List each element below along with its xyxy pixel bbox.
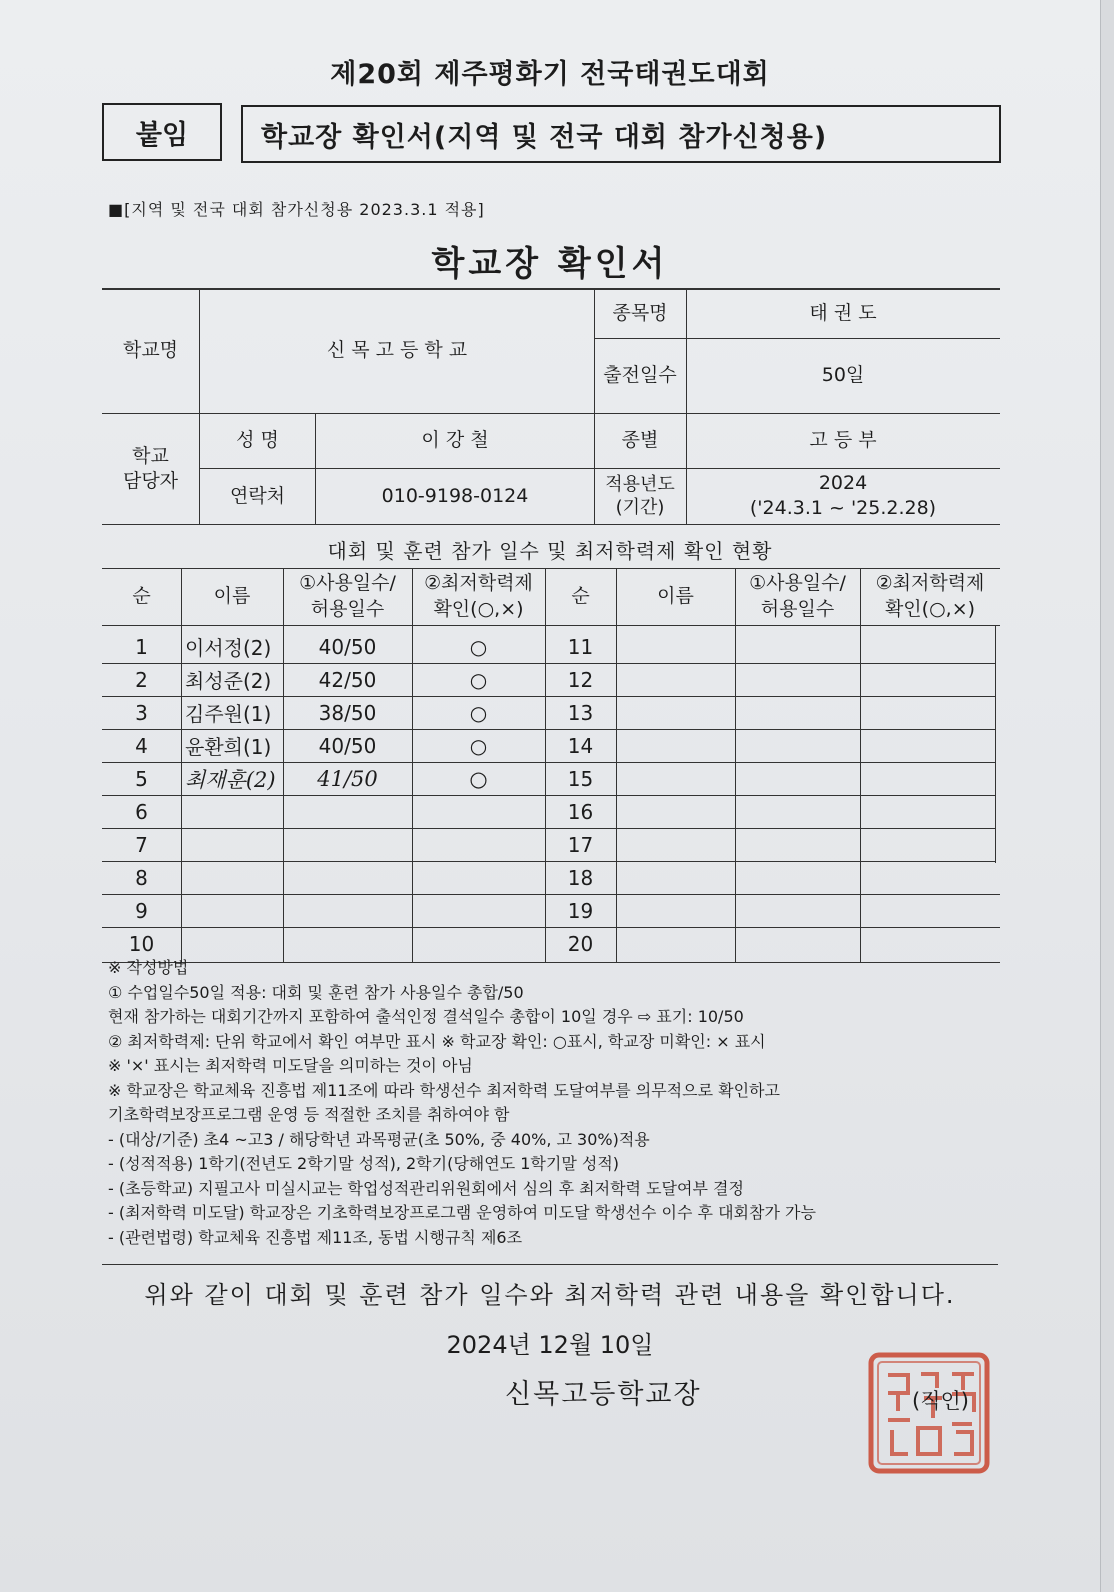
header-name: 이름 [657,584,694,607]
header-min-line2: 확인(○,×) [433,597,524,620]
division-label: 종별 [621,429,659,452]
issue-date: 2024년 12월 10일 [446,1331,654,1359]
table-cell-name: 최재훈(2) [185,767,276,792]
table-cell-no: 4 [135,733,148,758]
table-cell-days [283,861,412,894]
table-cell-no: 3 [135,700,148,725]
instruction-line: ① 수업일수50일 적용: 대회 및 훈련 참가 사용일수 총합/50 [108,982,524,1002]
table-cell-check [412,795,545,828]
table-cell-no: 13 [567,700,594,725]
header-name: 이름 [213,584,251,607]
contact-label: 연락처 [229,484,286,507]
school-name: 신 목 고 등 학 교 [326,339,468,362]
divider [102,1264,998,1265]
table-cell-no: 9 [135,898,148,923]
page-edge [1100,0,1101,1592]
grid-line [616,568,617,962]
days-value: 50일 [821,364,865,387]
manager-label [102,413,199,524]
confirmation-statement: 위와 같이 대회 및 훈련 참가 일수와 최저학력 관련 내용을 확인합니다. [144,1281,956,1309]
table-cell-check: ○ [469,667,488,692]
table-cell-name: 이서정(2) [185,636,272,660]
table-cell-check: ○ [469,733,488,758]
table-cell-check [412,828,545,861]
table-cell-name: 최성준(2) [185,669,272,693]
year-value-line1: 2024 [818,472,868,495]
sport-value: 태 권 도 [809,301,877,324]
manager-label-line1: 학교 [132,444,169,467]
year-label [594,468,686,524]
manager-label-line2: 담당자 [122,469,179,492]
table-caption: 대회 및 훈련 참가 일수 및 최저학력제 확인 현황 [327,539,773,563]
name-value: 이 강 철 [421,429,489,452]
table-cell-check: ○ [469,700,488,725]
header-no: 순 [132,584,151,607]
header-days [283,568,412,625]
table-cell-name: 김주원(1) [185,702,272,726]
table-cell-no: 8 [135,865,148,890]
instruction-line: ※ 작성방법 [108,958,189,977]
header-min-line2: 확인(○,×) [884,597,976,620]
table-cell-no: 10 [128,931,155,956]
table-cell-no: 6 [135,799,148,824]
name-label: 성 명 [236,429,279,452]
instruction-line: ※ '×' 표시는 최저학력 미도달을 의미하는 것이 아님 [108,1056,473,1075]
grid-line [102,625,1000,626]
instruction-line: - (성적적용) 1학기(전년도 2학기말 성적), 2학기(당해연도 1학기말 성적) [108,1154,620,1173]
instruction-line: 현재 참가하는 대회기간까지 포함하여 출석인정 결석일수 총합이 10일 경우 ⇨ 표기: 10/50 [108,1007,744,1026]
table-cell-days: 41/50 [317,766,378,791]
header-days-line1: ①사용일수/ [299,571,396,594]
table-cell-days: 38/50 [318,700,377,725]
attachment-tag: 붙임 [102,103,222,161]
header-days-line1: ①사용일수/ [749,571,846,594]
table-cell-days: 40/50 [318,733,377,758]
table-cell-name [185,795,283,828]
table-cell-no: 12 [567,667,594,692]
instruction-line: ② 최저학력제: 단위 학교에서 확인 여부만 표시 ※ 학교장 확인: ○표시, 학교장 미확인: × 표시 [108,1031,766,1051]
table-cell-no: 20 [567,931,594,956]
event-title: 제20회 제주평화기 전국태권도대회 [330,59,770,90]
table-cell-check: ○ [469,766,488,791]
table-cell-no: 1 [135,634,148,659]
instruction-line: ※ 학교장은 학교체육 진흥법 제11조에 따라 학생선수 최저학력 도달여부를 의무적으로 확인하고 [108,1080,780,1100]
year-value [686,468,1000,524]
instruction-line: - (초등학교) 지필고사 미실시교는 학업성적관리위원회에서 심의 후 최저학력 도달여부 결정 [108,1178,744,1198]
sport-label: 종목명 [612,301,668,324]
table-cell-check: ○ [469,634,488,659]
table-cell-days: 42/50 [318,667,377,692]
table-cell-no: 19 [567,898,594,923]
division-value: 고 등 부 [809,429,877,452]
instruction-line: 기초학력보장프로그램 운영 등 적절한 조치를 취하여야 함 [108,1105,510,1124]
table-cell-no: 5 [135,766,148,791]
table-cell-no: 18 [567,865,594,890]
table-cell-no: 15 [567,766,594,791]
grid-line [735,568,736,962]
contact-value: 010-9198-0124 [381,484,529,507]
header-days [735,568,860,625]
principal-name: 신목고등학교장 [505,1379,702,1410]
year-label-line1: 적용년도 [605,473,675,495]
table-cell-name [185,828,283,861]
table-cell-no: 11 [567,634,594,659]
table-cell-days: 40/50 [318,634,377,659]
table-cell-check [412,894,545,927]
instruction-line: - (대상/기준) 초4 ~고3 / 해당학년 과목평균(초 50%, 중 40%, 고 30%)적용 [108,1129,650,1149]
year-label-line2: (기간) [615,497,665,518]
table-cell-days [283,828,412,861]
table-cell-no: 14 [567,733,594,758]
table-cell-no: 2 [135,667,148,692]
grid-line [181,568,182,962]
header-box: 학교장 확인서(지역 및 전국 대회 참가신청용) [241,105,1001,163]
table-cell-name: 윤환희(1) [185,735,272,759]
seal-label: (직인) [912,1389,969,1413]
header-min-line1: ②최저학력제 [424,571,533,594]
table-cell-days [283,894,412,927]
header-min [412,568,545,625]
grid-line [102,524,1000,525]
header-min-line1: ②최저학력제 [875,571,985,594]
writing-instructions [108,956,1098,1250]
table-cell-no: 7 [135,832,148,857]
notice-line: ■[지역 및 전국 대회 참가신청용 2023.3.1 적용] [108,200,485,219]
instruction-line: - (최저학력 미도달) 학교장은 기초학력보장프로그램 운영하여 미도달 학생선수 이수 후 대회참가 가능 [108,1203,816,1222]
header-min [860,568,1000,625]
grid-line [860,568,861,962]
year-value-line2: ('24.3.1 ~ '25.2.28) [749,497,937,519]
table-cell-name [185,861,283,894]
header-no: 순 [571,584,590,607]
school-label: 학교명 [122,339,179,362]
grid-line [995,625,996,863]
header-days-line2: 허용일수 [310,597,385,620]
table-cell-check [412,861,545,894]
document-title: 학교장 확인서 [431,244,669,284]
table-cell-no: 17 [567,832,594,857]
table-cell-name [185,894,283,927]
days-label: 출전일수 [603,364,677,387]
instruction-line: - (관련법령) 학교체육 진흥법 제11조, 동법 시행규칙 제6조 [108,1227,523,1247]
table-cell-days [283,795,412,828]
header-days-line2: 허용일수 [760,597,835,620]
table-cell-no: 16 [567,799,594,824]
